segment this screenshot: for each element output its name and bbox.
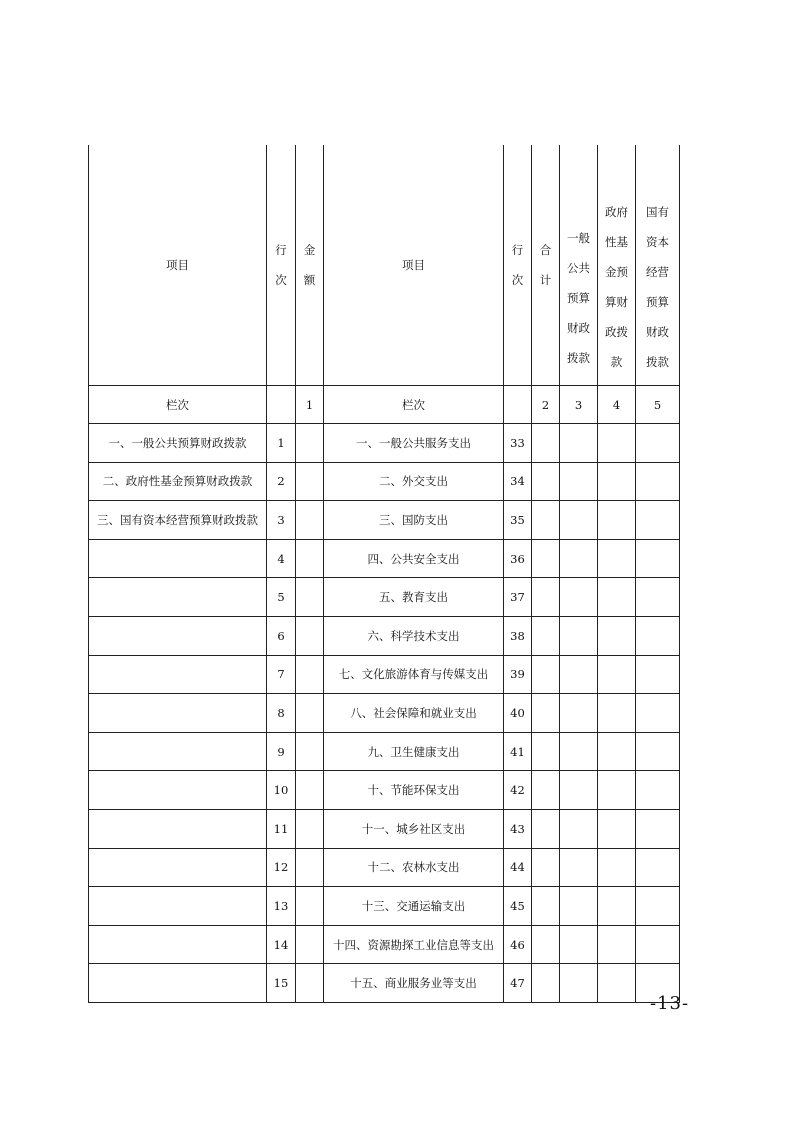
left-row-no-cell: 9 [267, 732, 296, 771]
state-capital-cell [636, 462, 680, 501]
gov-fund-cell [598, 771, 636, 810]
right-row-no-cell: 45 [504, 887, 532, 926]
general-budget-cell [560, 887, 598, 926]
lanci-total-col: 2 [532, 386, 560, 424]
budget-table [88, 145, 680, 1003]
left-row-no-cell: 11 [267, 809, 296, 848]
lanci-left-no [267, 386, 296, 424]
general-budget-cell [560, 694, 598, 733]
amount-cell [296, 694, 324, 733]
left-row-no-cell: 4 [267, 539, 296, 578]
header-label-line: 公共 [567, 261, 590, 275]
left-item-cell [89, 809, 267, 848]
left-item-cell [89, 694, 267, 733]
header-item-right: 项目 [324, 145, 504, 386]
right-item-cell: 八、社会保障和就业支出 [324, 694, 504, 733]
right-item-cell: 四、公共安全支出 [324, 539, 504, 578]
total-cell [532, 694, 560, 733]
right-row-no-cell: 42 [504, 771, 532, 810]
table-row [89, 732, 680, 771]
right-row-no-cell: 44 [504, 848, 532, 887]
right-row-no-cell: 39 [504, 655, 532, 694]
total-cell [532, 809, 560, 848]
left-row-no-cell: 1 [267, 424, 296, 463]
header-amount [296, 145, 324, 386]
left-item-cell [89, 771, 267, 810]
amount-cell [296, 732, 324, 771]
header-label-line: 拨款 [567, 351, 590, 365]
amount-cell [296, 925, 324, 964]
header-state-capital [636, 145, 680, 386]
header-label-line: 额 [303, 273, 316, 287]
table-row [89, 616, 680, 655]
left-item-cell: 二、政府性基金预算财政拨款 [89, 462, 267, 501]
page-number: -13- [650, 993, 690, 1014]
lanci-left-label: 栏次 [89, 386, 267, 424]
gov-fund-cell [598, 655, 636, 694]
total-cell [532, 925, 560, 964]
left-item-cell [89, 616, 267, 655]
general-budget-cell [560, 848, 598, 887]
left-row-no-cell: 10 [267, 771, 296, 810]
state-capital-cell [636, 771, 680, 810]
general-budget-cell [560, 539, 598, 578]
total-cell [532, 578, 560, 617]
total-cell [532, 616, 560, 655]
table-row [89, 655, 680, 694]
right-item-cell: 十、节能环保支出 [324, 771, 504, 810]
header-label-line: 拨款 [646, 355, 669, 369]
header-label-line: 财政 [567, 321, 590, 335]
right-item-cell: 三、国防支出 [324, 501, 504, 540]
state-capital-cell [636, 732, 680, 771]
right-row-no-cell: 37 [504, 578, 532, 617]
header-gov-fund [598, 145, 636, 386]
state-capital-cell [636, 694, 680, 733]
header-label-line: 财政 [646, 325, 669, 339]
left-row-no-cell: 5 [267, 578, 296, 617]
general-budget-cell [560, 732, 598, 771]
right-item-cell: 六、科学技术支出 [324, 616, 504, 655]
header-label-line: 经营 [646, 265, 669, 279]
total-cell [532, 964, 560, 1003]
right-row-no-cell: 47 [504, 964, 532, 1003]
lanci-right-label: 栏次 [324, 386, 504, 424]
left-item-cell [89, 925, 267, 964]
header-general-budget [560, 145, 598, 386]
right-item-cell: 十二、农林水支出 [324, 848, 504, 887]
header-label-line: 计 [539, 273, 552, 287]
gov-fund-cell [598, 848, 636, 887]
header-item-left: 项目 [89, 145, 267, 386]
amount-cell [296, 578, 324, 617]
gov-fund-cell [598, 925, 636, 964]
left-row-no-cell: 2 [267, 462, 296, 501]
header-label-line: 款 [610, 355, 623, 369]
right-item-cell: 九、卫生健康支出 [324, 732, 504, 771]
state-capital-cell [636, 848, 680, 887]
header-label-line: 金 [303, 243, 316, 257]
general-budget-cell [560, 578, 598, 617]
header-label-line: 预算 [646, 295, 669, 309]
right-row-no-cell: 35 [504, 501, 532, 540]
right-item-cell: 二、外交支出 [324, 462, 504, 501]
left-row-no-cell: 12 [267, 848, 296, 887]
gov-fund-cell [598, 694, 636, 733]
right-row-no-cell: 43 [504, 809, 532, 848]
left-row-no-cell: 3 [267, 501, 296, 540]
total-cell [532, 539, 560, 578]
left-row-no-cell: 8 [267, 694, 296, 733]
state-capital-cell [636, 539, 680, 578]
table-row [89, 578, 680, 617]
amount-cell [296, 848, 324, 887]
header-label-line: 国有 [646, 205, 669, 219]
amount-cell [296, 887, 324, 926]
table-row [89, 964, 680, 1003]
general-budget-cell [560, 655, 598, 694]
table-row [89, 848, 680, 887]
state-capital-cell [636, 925, 680, 964]
table-row [89, 501, 680, 540]
total-cell [532, 771, 560, 810]
right-item-cell: 十五、商业服务业等支出 [324, 964, 504, 1003]
left-item-cell [89, 848, 267, 887]
header-label-line: 预算 [567, 291, 590, 305]
amount-cell [296, 809, 324, 848]
header-label-line: 行 [511, 243, 524, 257]
general-budget-cell [560, 424, 598, 463]
table-row [89, 539, 680, 578]
left-item-cell [89, 578, 267, 617]
state-capital-cell [636, 809, 680, 848]
right-row-no-cell: 40 [504, 694, 532, 733]
total-cell [532, 732, 560, 771]
general-budget-cell [560, 925, 598, 964]
gov-fund-cell [598, 964, 636, 1003]
state-capital-cell [636, 578, 680, 617]
state-capital-cell [636, 655, 680, 694]
header-label-line: 次 [511, 273, 524, 287]
header-row-no-right [504, 145, 532, 386]
left-item-cell [89, 964, 267, 1003]
header-label-line: 一般 [567, 231, 590, 245]
left-item-cell [89, 655, 267, 694]
state-capital-cell [636, 424, 680, 463]
header-label-line: 资本 [646, 235, 669, 249]
right-row-no-cell: 38 [504, 616, 532, 655]
state-capital-cell [636, 616, 680, 655]
header-label-line: 次 [275, 273, 287, 287]
general-budget-cell [560, 771, 598, 810]
table-row [89, 462, 680, 501]
left-row-no-cell: 13 [267, 887, 296, 926]
right-row-no-cell: 46 [504, 925, 532, 964]
table-row [89, 887, 680, 926]
left-row-no-cell: 15 [267, 964, 296, 1003]
lanci-amount-col: 1 [296, 386, 324, 424]
left-row-no-cell: 7 [267, 655, 296, 694]
header-row-no-left [267, 145, 296, 386]
amount-cell [296, 539, 324, 578]
table-row [89, 694, 680, 733]
lanci-right-no [504, 386, 532, 424]
amount-cell [296, 424, 324, 463]
gov-fund-cell [598, 732, 636, 771]
left-row-no-cell: 6 [267, 616, 296, 655]
right-item-cell: 五、教育支出 [324, 578, 504, 617]
amount-cell [296, 616, 324, 655]
right-item-cell: 十四、资源勘探工业信息等支出 [324, 925, 504, 964]
right-row-no-cell: 34 [504, 462, 532, 501]
header-label-line: 金预 [605, 265, 628, 279]
gov-fund-cell [598, 501, 636, 540]
right-item-cell: 七、文化旅游体育与传媒支出 [324, 655, 504, 694]
left-item-cell [89, 539, 267, 578]
header-label-line: 行 [275, 243, 287, 257]
state-capital-cell [636, 887, 680, 926]
amount-cell [296, 771, 324, 810]
total-cell [532, 655, 560, 694]
right-row-no-cell: 41 [504, 732, 532, 771]
right-item-cell: 十三、交通运输支出 [324, 887, 504, 926]
gov-fund-cell [598, 424, 636, 463]
left-item-cell [89, 732, 267, 771]
amount-cell [296, 964, 324, 1003]
total-cell [532, 501, 560, 540]
total-cell [532, 848, 560, 887]
total-cell [532, 424, 560, 463]
left-item-cell [89, 887, 267, 926]
amount-cell [296, 655, 324, 694]
total-cell [532, 462, 560, 501]
header-label-line: 政拨 [605, 325, 628, 339]
amount-cell [296, 462, 324, 501]
header-label-line: 性基 [605, 235, 628, 249]
table-row [89, 809, 680, 848]
header-label-line: 算财 [605, 295, 628, 309]
gov-fund-cell [598, 809, 636, 848]
header-label-line: 政府 [605, 205, 628, 219]
column-index-row [89, 386, 680, 424]
header-label-line: 合 [539, 243, 552, 257]
left-item-cell: 一、一般公共预算财政拨款 [89, 424, 267, 463]
lanci-general-col: 3 [560, 386, 598, 424]
lanci-fund-col: 4 [598, 386, 636, 424]
gov-fund-cell [598, 616, 636, 655]
right-item-cell: 一、一般公共服务支出 [324, 424, 504, 463]
total-cell [532, 887, 560, 926]
general-budget-cell [560, 964, 598, 1003]
right-row-no-cell: 36 [504, 539, 532, 578]
general-budget-cell [560, 462, 598, 501]
left-row-no-cell: 14 [267, 925, 296, 964]
general-budget-cell [560, 809, 598, 848]
gov-fund-cell [598, 462, 636, 501]
header-total [532, 145, 560, 386]
table-row [89, 925, 680, 964]
right-row-no-cell: 33 [504, 424, 532, 463]
general-budget-cell [560, 616, 598, 655]
right-item-cell: 十一、城乡社区支出 [324, 809, 504, 848]
table-row [89, 424, 680, 463]
header-row [89, 145, 680, 386]
gov-fund-cell [598, 539, 636, 578]
lanci-capital-col: 5 [636, 386, 680, 424]
gov-fund-cell [598, 578, 636, 617]
amount-cell [296, 501, 324, 540]
table-row [89, 771, 680, 810]
gov-fund-cell [598, 887, 636, 926]
state-capital-cell [636, 501, 680, 540]
general-budget-cell [560, 501, 598, 540]
left-item-cell: 三、国有资本经营预算财政拨款 [89, 501, 267, 540]
